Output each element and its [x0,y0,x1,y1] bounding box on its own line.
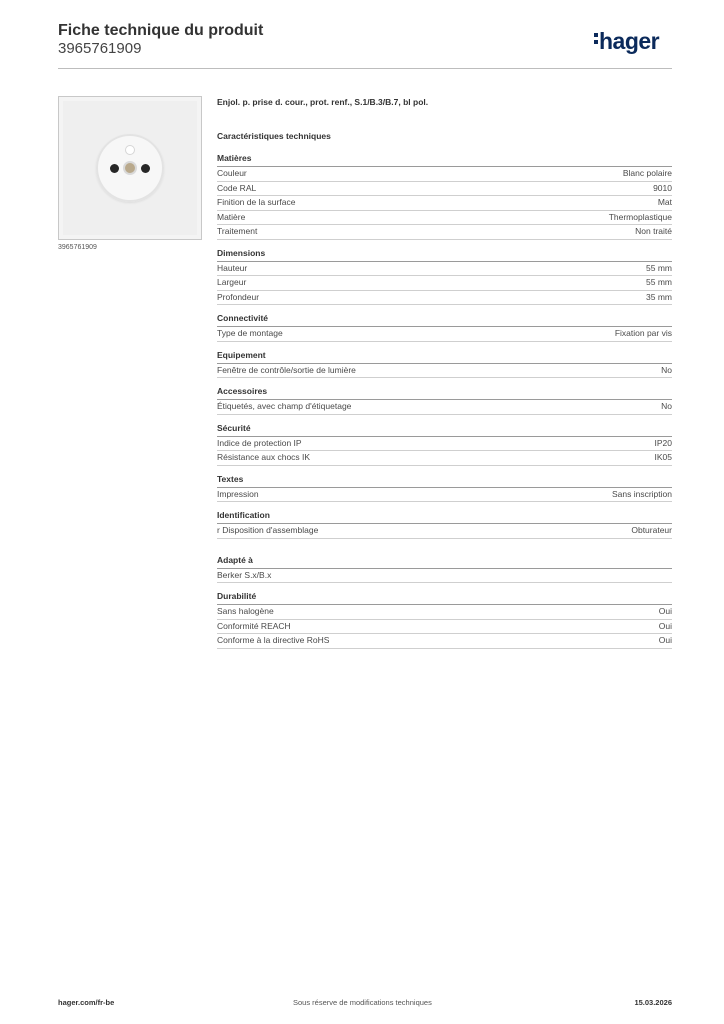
spec-value: No [661,401,672,411]
spec-row [217,437,672,452]
spec-section [217,510,672,539]
left-hole-icon [110,164,119,173]
spec-label: Sans halogène [217,606,274,616]
spec-row [217,605,672,620]
spec-section [217,350,672,379]
spec-row [217,276,672,291]
spec-section-title: Adapté à [217,555,672,569]
spec-row [217,364,672,379]
spec-value: IK05 [654,452,672,462]
spec-label: Fenêtre de contrôle/sortie de lumière [217,364,356,375]
logo-text: hager [599,28,660,54]
spec-row [217,451,672,466]
spec-section [217,474,672,503]
spec-label: Étiquetés, avec champ d'étiquetage [217,401,352,411]
footer-date: 15.03.2026 [634,998,672,1007]
spec-value: Sans inscription [611,488,672,499]
spec-row [217,400,672,415]
spec-value: 55 mm [646,277,672,287]
spec-label: Profondeur [217,291,260,302]
product-image-caption: 3965761909 [58,244,97,251]
spec-label: Couleur [217,168,247,178]
spec-label: Hauteur [217,262,248,273]
specifications-title: Caractéristiques techniques [217,131,331,141]
spec-value: 55 mm [646,262,672,273]
spec-label: Impression [217,488,259,499]
spec-label: Matière [217,211,246,222]
spec-section [217,423,672,466]
spec-row [217,196,672,211]
spec-value: 35 mm [646,291,672,302]
product-reference: 3965761909 [58,40,142,57]
header-divider [58,68,672,69]
logo-dots-icon [594,30,598,47]
hager-logo[interactable] [594,28,659,55]
right-hole-icon [141,164,150,173]
spec-section-title: Equipement [217,350,672,364]
spec-label: Conforme à la directive RoHS [217,635,330,645]
spec-label: Indice de protection IP [217,437,302,448]
spec-section [217,313,672,342]
spec-row [217,327,672,342]
spec-label: Berker S.x/B.x [217,569,272,580]
spec-section-title: Dimensions [217,248,672,262]
footer-disclaimer: Sous réserve de modifications techniques [293,998,432,1007]
spec-value: Mat [657,197,672,207]
spec-value: Obturateur [631,525,672,535]
spec-value: 9010 [653,182,672,193]
spec-value: Fixation par vis [614,328,672,338]
spec-section-title: Matières [217,153,672,167]
spec-section-title: Accessoires [217,386,672,400]
spec-value: Blanc polaire [622,168,672,178]
footer-website[interactable]: hager.com/fr-be [58,998,115,1007]
earth-pin-icon [125,145,135,155]
spec-label: Conformité REACH [217,620,291,631]
spec-label: Largeur [217,277,247,287]
spec-row [217,569,672,584]
spec-label: Type de montage [217,328,283,338]
spec-section [217,591,672,649]
product-description: Enjol. p. prise d. cour., prot. renf., S.1/B.3/B.7, bl pol. [217,97,429,107]
product-image [58,96,202,240]
spec-value: Oui [658,620,672,631]
spec-row [217,182,672,197]
cover-plate [63,101,197,235]
page-title: Fiche technique du produit [58,22,264,39]
spec-row [217,291,672,306]
spec-label: Finition de la surface [217,197,296,207]
spec-row [217,167,672,182]
spec-row [217,211,672,226]
spec-value: Oui [658,606,672,616]
spec-row [217,262,672,277]
spec-label: Résistance aux chocs IK [217,452,311,462]
spec-section [217,153,672,240]
spec-value: No [661,364,672,375]
spec-section [217,248,672,306]
socket-outlet-icon [96,134,164,202]
spec-value: Thermoplastique [608,211,672,222]
spec-section-title: Textes [217,474,672,488]
spec-row [217,488,672,503]
spec-row [217,620,672,635]
spec-section-title: Connectivité [217,313,672,327]
spec-value: IP20 [654,437,672,448]
center-shutter-icon [123,161,137,175]
spec-value: Non traité [635,226,672,236]
spec-row [217,634,672,649]
spec-section [217,555,672,584]
spec-value: Oui [658,635,672,645]
spec-label: Traitement [217,226,258,236]
spec-section-title: Durabilité [217,591,672,605]
spec-label: r Disposition d'assemblage [217,525,319,535]
spec-label: Code RAL [217,182,257,193]
spec-row [217,225,672,240]
specifications [217,131,672,657]
spec-section-title: Identification [217,510,672,524]
spec-section-title: Sécurité [217,423,672,437]
spec-section [217,386,672,415]
spec-row [217,524,672,539]
